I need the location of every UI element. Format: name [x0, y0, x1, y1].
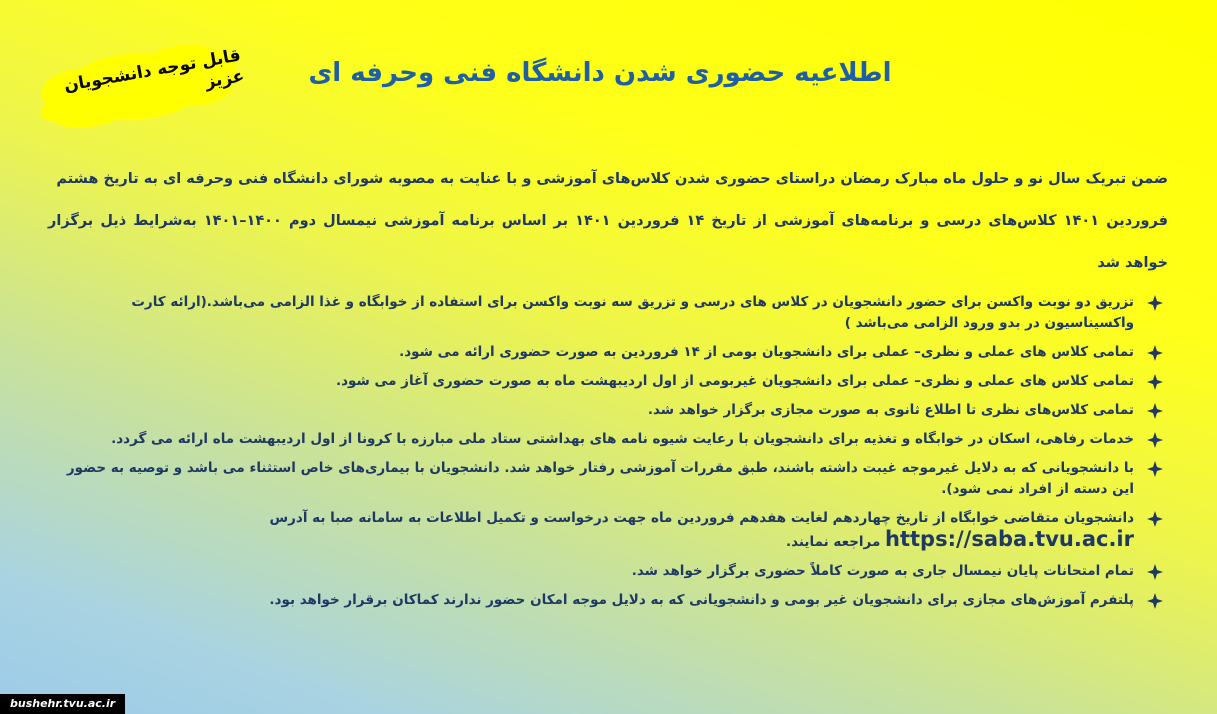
four-petal-diamond-icon: [1146, 344, 1164, 362]
four-petal-diamond-icon: [1146, 402, 1164, 420]
four-petal-diamond-icon: [1146, 431, 1164, 449]
list-item: [50, 561, 1168, 582]
bullet-text: تمامی کلاس های عملی و نظری– عملی برای دانشجویان غیربومی از اول اردیبهشت ماه به صورت حضوری آغاز می شود.: [335, 373, 1134, 389]
bullet-text: پلتفرم آموزش‌های مجازی برای دانشجویان غیر بومی و دانشجویانی که به دلایل موجه امکان حضور ندارند کماکان برقرار خواهد بود.: [269, 592, 1134, 608]
list-item: [50, 429, 1168, 450]
attention-badge: [21, 30, 249, 141]
bullet-text: دانشجویان متقاضی خوابگاه از تاریخ چهاردهم لغایت هفدهم فروردین ماه جهت درخواست و تکمیل اطلاعات به سامانه صبا به آدرس: [269, 510, 1134, 526]
bullet-text: تمام امتحانات پایان نیمسال جاری به صورت کاملاً حضوری برگزار خواهد شد.: [631, 563, 1134, 579]
bullet-tail-text: مراجعه نمایند.: [786, 534, 881, 550]
four-petal-diamond-icon: [1146, 592, 1164, 610]
four-petal-diamond-icon: [1146, 563, 1164, 581]
four-petal-diamond-icon: [1146, 294, 1164, 312]
bullet-text: تزریق دو نوبت واکسن برای حضور دانشجویان در کلاس های درسی و تزریق سه نوبت واکسن برای استفاده از خوابگاه و غذا الزامی می‌باشد.(ارائه کارت واکسیناسیون در بدو ورود الزامی می‌باشد ): [131, 294, 1134, 331]
intro-paragraph: [48, 158, 1168, 284]
badge-text: قابل توجه دانشجویان عزیز: [62, 45, 246, 96]
page-title: اطلاعیه حضوری شدن دانشگاه فنی وحرفه ای: [308, 58, 892, 88]
list-item: [50, 292, 1168, 334]
list-item: [50, 458, 1168, 500]
bullet-text: تمامی کلاس های عملی و نظری– عملی برای دانشجویان بومی از ۱۴ فروردین به صورت حضوری ارائه می شود.: [399, 344, 1134, 360]
saba-link[interactable]: https://saba.tvu.ac.ir: [885, 527, 1134, 551]
four-petal-diamond-icon: [1146, 460, 1164, 478]
list-item: [50, 590, 1168, 611]
list-item: [50, 342, 1168, 363]
intro-line-2: فروردین ۱۴۰۱ کلاس‌های درسی و برنامه‌های آموزشی از تاریخ ۱۴ فروردین ۱۴۰۱ بر اساس برنامه آموزشی نیمسال دوم ۱۴۰۰–۱۴۰۱ به‌شرایط ذیل برگزار خواهد شد: [48, 213, 1169, 271]
bullet-text: خدمات رفاهی، اسکان در خوابگاه و تغذیه برای دانشجویان با رعایت شیوه نامه های بهداشتی ستاد ملی مبارزه با کرونا از اول اردیبهشت ماه ارائه می گردد.: [111, 431, 1134, 447]
list-item: [50, 400, 1168, 421]
four-petal-diamond-icon: [1146, 373, 1164, 391]
list-item: [50, 371, 1168, 392]
bullet-text: تمامی کلاس‌های نظری تا اطلاع ثانوی به صورت مجازی برگزار خواهد شد.: [647, 402, 1134, 418]
intro-line-1: ضمن تبریک سال نو و حلول ماه مبارک رمضان دراستای حضوری شدن کلاس‌های آموزشی و با عنایت به مصوبه شورای دانشگاه فنی وحرفه ای به تاریخ هشتم: [56, 171, 1168, 187]
bullet-text: با دانشجویانی که به دلایل غیرموجه غیبت داشته باشند، طبق مقررات آموزشی رفتار خواهد شد. دانشجویان با بیماری‌های خاص استثناء می باشد و توصیه به حضور این دسته از افراد نمی شود).: [66, 460, 1134, 497]
bullet-list: [50, 292, 1168, 619]
footer-site-label: bushehr.tvu.ac.ir: [0, 694, 125, 714]
four-petal-diamond-icon: [1146, 510, 1164, 528]
list-item: [50, 508, 1168, 553]
